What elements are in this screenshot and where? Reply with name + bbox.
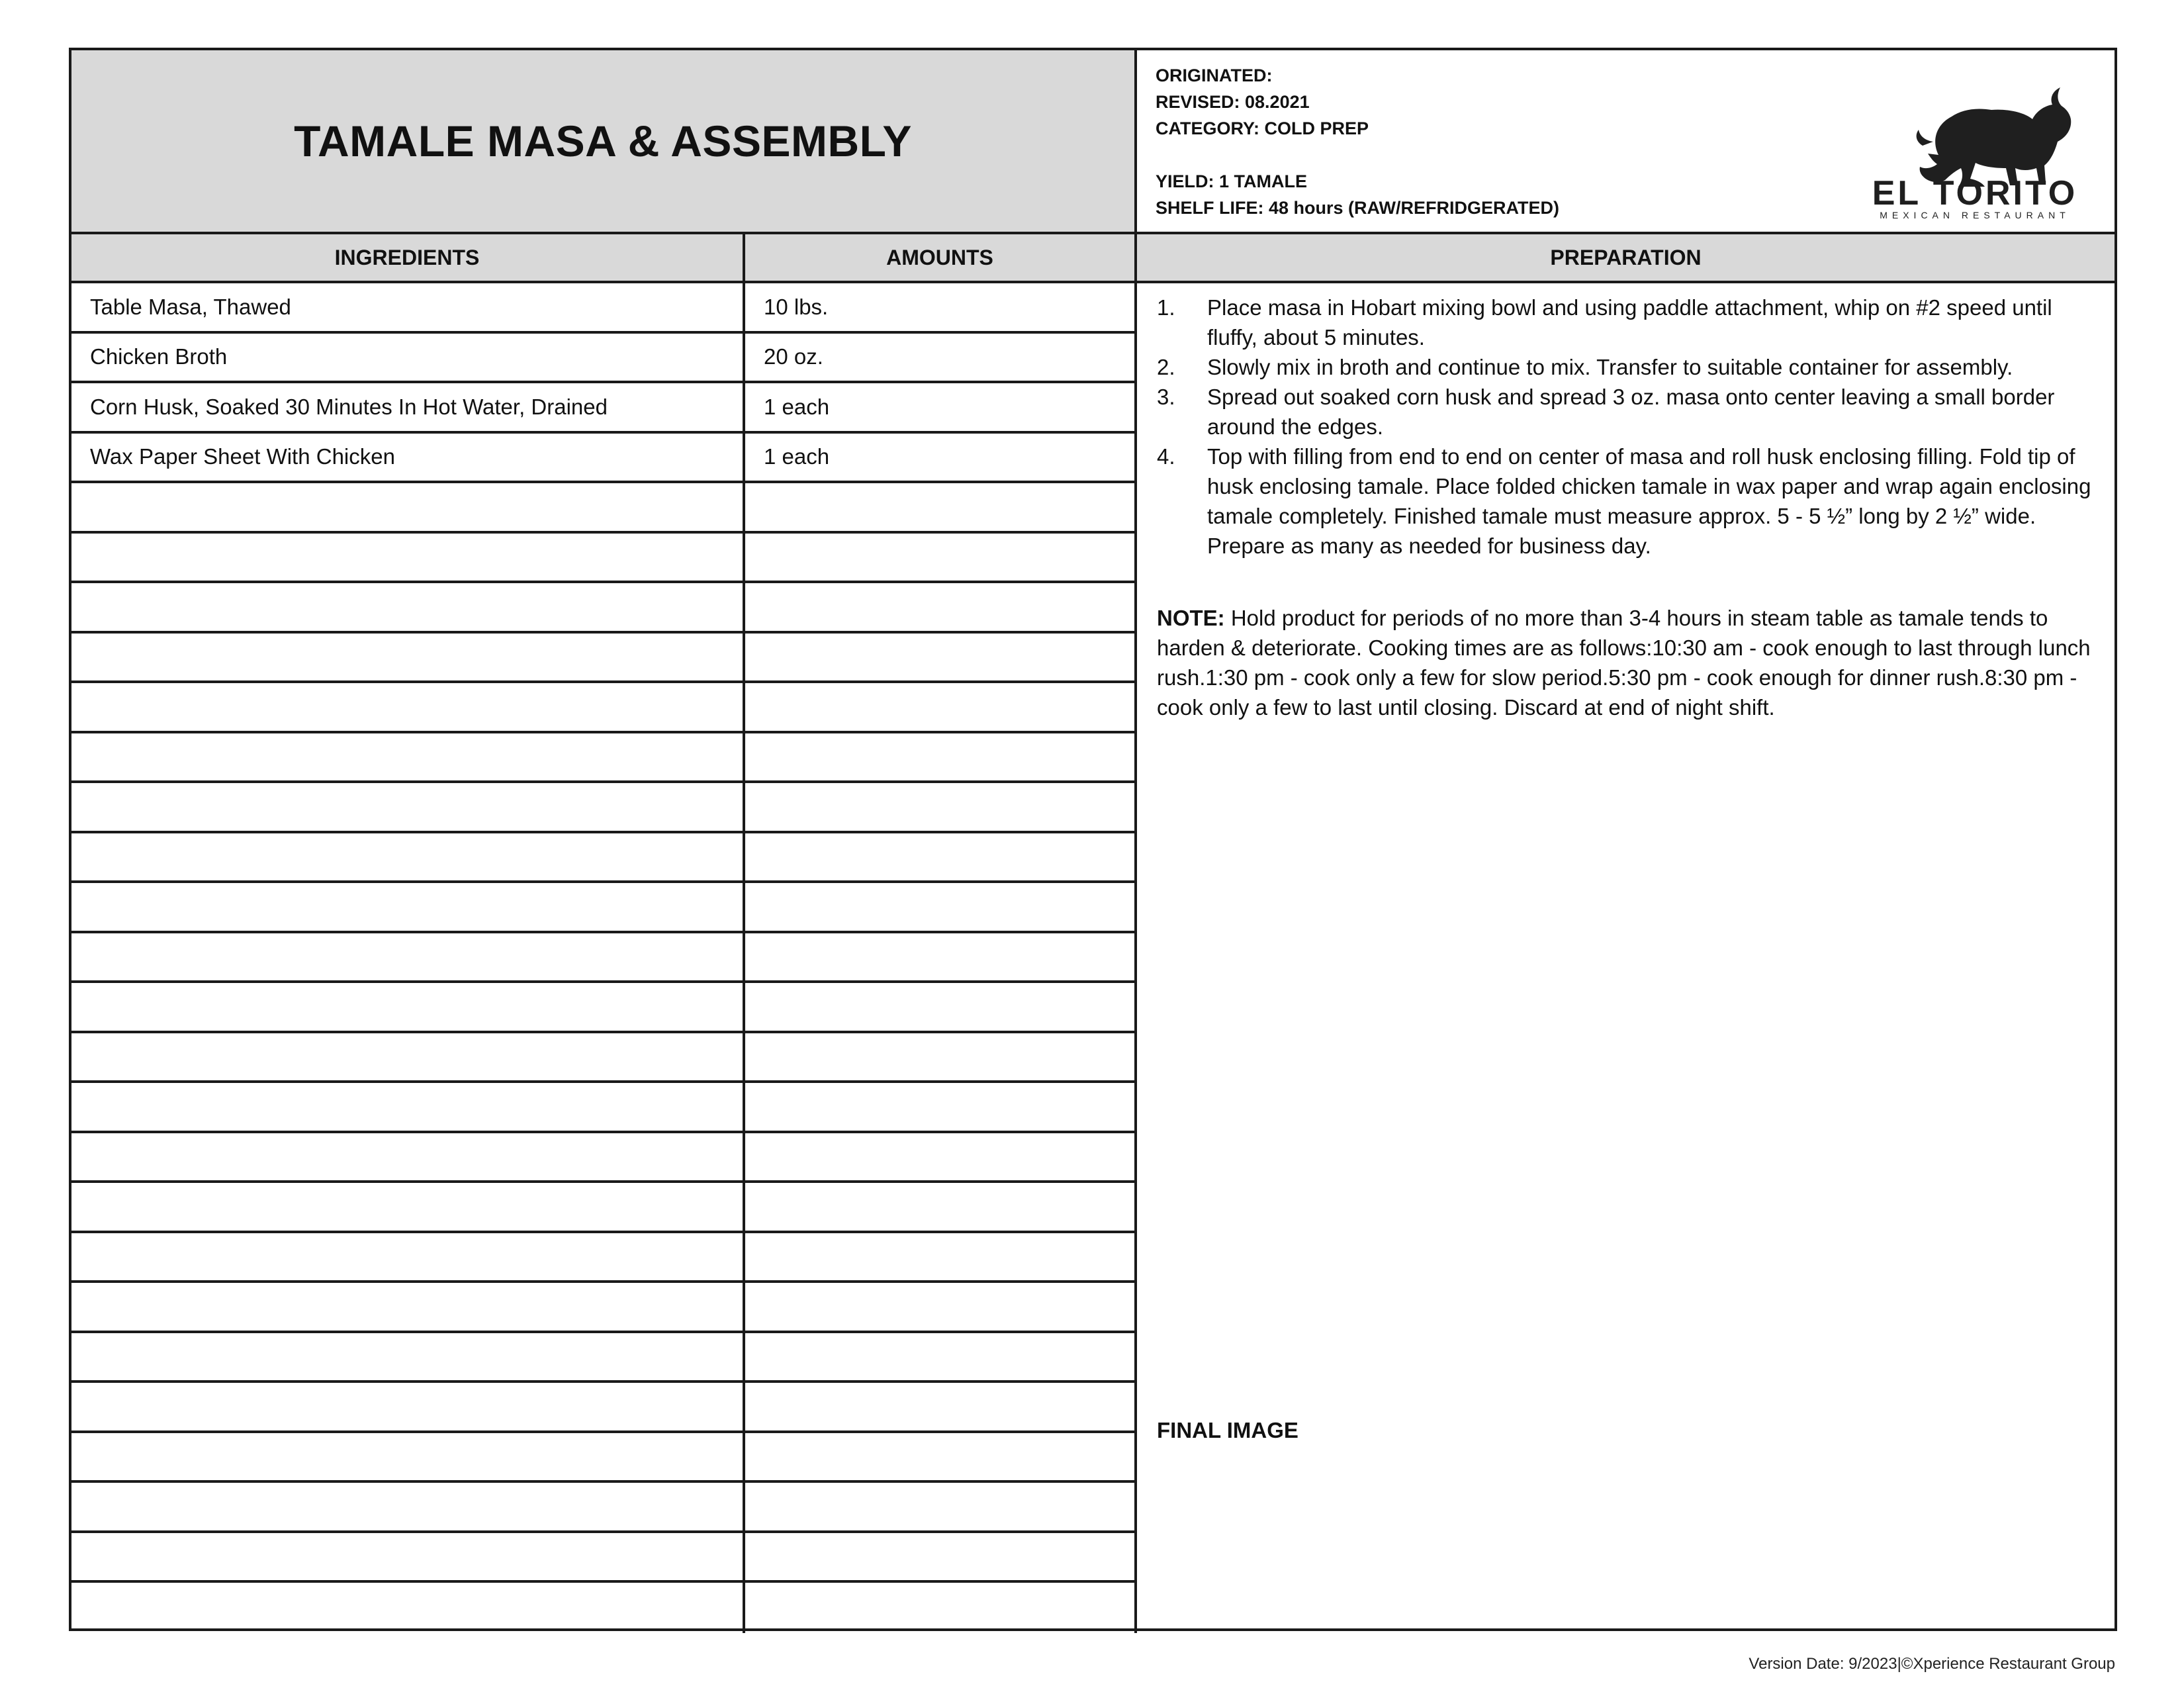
step-text: Slowly mix in broth and continue to mix. Transfer to suitable container for assembly.: [1207, 355, 2013, 379]
amount-cell: [745, 534, 1137, 581]
amount-cell: [745, 1133, 1137, 1181]
amount-cell: [745, 583, 1137, 631]
originated-label: ORIGINATED:: [1156, 66, 1273, 85]
amount-cell: [745, 783, 1137, 831]
ingredient-cell: Wax Paper Sheet With Chicken: [71, 434, 745, 481]
table-row: [71, 1233, 1137, 1284]
amount-cell: [745, 733, 1137, 781]
ingredient-cell: [71, 783, 745, 831]
ingredient-cell: Table Masa, Thawed: [71, 283, 745, 331]
table-row: [71, 833, 1137, 884]
final-image-label: FINAL IMAGE: [1157, 1418, 1298, 1442]
amount-cell: 1 each: [745, 383, 1137, 431]
table-row: [71, 1383, 1137, 1433]
amount-cell: [745, 1033, 1137, 1081]
amount-cell: [745, 633, 1137, 681]
amount-cell: 1 each: [745, 434, 1137, 481]
shelf-life-label: SHELF LIFE: 48 hours (RAW/REFRIDGERATED): [1156, 198, 1560, 218]
brand-logo: [1859, 69, 2091, 221]
ingredient-cell: [71, 1333, 745, 1381]
table-row: [71, 334, 1137, 384]
amount-cell: [745, 933, 1137, 981]
ingredient-cell: [71, 683, 745, 731]
meta-cell: [1137, 50, 2115, 232]
list-item: [1157, 442, 2097, 561]
step-number: 2.: [1157, 355, 1175, 379]
amount-cell: [745, 683, 1137, 731]
ingredient-cell: [71, 1083, 745, 1131]
ingredient-cell: [71, 633, 745, 681]
amount-cell: [745, 1233, 1137, 1281]
ingredient-cell: [71, 1033, 745, 1081]
amount-cell: [745, 1283, 1137, 1331]
revised-label: REVISED: 08.2021: [1156, 92, 1310, 112]
table-row: [71, 1333, 1137, 1383]
table-row: [71, 1183, 1137, 1233]
note-paragraph: [1157, 603, 2097, 722]
step-text: Top with filling from end to end on center of masa and roll husk enclosing filling. Fold tip of husk enclosing tamale. Place folded chicken tamale in wax paper and wrap again enclosing tamale completely. Finished tamale must measure approx. 5 - 5 ½” long by 2 ½” wide. Prepare as many as needed for business day.: [1207, 444, 2091, 558]
ingredient-cell: [71, 483, 745, 531]
ingredient-cell: [71, 1183, 745, 1231]
ingredient-cell: Corn Husk, Soaked 30 Minutes In Hot Water, Drained: [71, 383, 745, 431]
table-row: [71, 633, 1137, 684]
recipe-meta: [1156, 62, 1559, 221]
amount-cell: [745, 1333, 1137, 1381]
ingredients-table: [71, 283, 1137, 1633]
ingredient-cell: [71, 583, 745, 631]
amount-cell: [745, 1383, 1137, 1430]
category-label: CATEGORY: COLD PREP: [1156, 118, 1369, 138]
amount-cell: 20 oz.: [745, 334, 1137, 381]
bull-icon: [1859, 69, 2091, 221]
ingredient-cell: [71, 1583, 745, 1633]
preparation-header: PREPARATION: [1137, 234, 2115, 283]
amount-cell: [745, 1083, 1137, 1131]
ingredient-cell: [71, 1483, 745, 1530]
table-row: [71, 1283, 1137, 1333]
table-row: [71, 983, 1137, 1033]
ingredient-cell: Chicken Broth: [71, 334, 745, 381]
brand-name: EL TORITO: [1872, 174, 2078, 212]
ingredient-cell: [71, 534, 745, 581]
amount-cell: [745, 483, 1137, 531]
brand-tagline: MEXICAN RESTAURANT: [1880, 210, 2070, 220]
preparation-section: [1157, 293, 2097, 722]
ingredient-cell: [71, 1283, 745, 1331]
table-row: [71, 1483, 1137, 1533]
table-row: [71, 883, 1137, 933]
note-text: Hold product for periods of no more than 3-4 hours in steam table as tamale tends to harden & deteriorate. Cooking times are as follows:10:30 am - cook enough to last through lunch rush.1:30 pm - cook only a few for slow period.5:30 pm - cook enough for dinner rush.8:30 pm - cook only a few to last until closing. Discard at end of night shift.: [1157, 606, 2091, 720]
list-item: [1157, 352, 2097, 382]
ingredient-cell: [71, 1533, 745, 1581]
table-row: [71, 483, 1137, 534]
step-text: Spread out soaked corn husk and spread 3 oz. masa onto center leaving a small border around the edges.: [1207, 385, 2055, 439]
table-row: [71, 1133, 1137, 1184]
amount-cell: [745, 983, 1137, 1031]
ingredient-cell: [71, 983, 745, 1031]
header: [71, 50, 2115, 234]
amounts-header: AMOUNTS: [745, 234, 1137, 283]
amount-cell: [745, 1433, 1137, 1481]
amount-cell: [745, 833, 1137, 881]
ingredient-cell: [71, 833, 745, 881]
footer-version: Version Date: 9/2023|©Xperience Restaurant Group: [1749, 1655, 2115, 1673]
table-row: [71, 783, 1137, 833]
table-row: [71, 1033, 1137, 1084]
title-cell: [71, 50, 1137, 232]
table-row: [71, 1533, 1137, 1583]
table-row: [71, 1583, 1137, 1633]
list-item: [1157, 382, 2097, 442]
table-row: [71, 733, 1137, 784]
ingredient-cell: [71, 1233, 745, 1281]
table-row: [71, 383, 1137, 434]
ingredient-cell: [71, 1383, 745, 1430]
step-number: 1.: [1157, 295, 1175, 320]
table-row: [71, 434, 1137, 484]
list-item: [1157, 293, 2097, 352]
ingredient-cell: [71, 733, 745, 781]
table-row: [71, 583, 1137, 633]
amount-cell: [745, 1183, 1137, 1231]
ingredient-cell: [71, 1433, 745, 1481]
step-number: 4.: [1157, 444, 1175, 469]
steps-list: [1157, 293, 2097, 561]
step-text: Place masa in Hobart mixing bowl and using paddle attachment, whip on #2 speed until fluffy, about 5 minutes.: [1207, 295, 2052, 350]
table-row: [71, 933, 1137, 984]
table-row: [71, 1433, 1137, 1483]
yield-label: YIELD: 1 TAMALE: [1156, 171, 1307, 191]
ingredient-cell: [71, 933, 745, 981]
ingredient-cell: [71, 1133, 745, 1181]
amount-cell: [745, 1533, 1137, 1581]
amount-cell: [745, 1583, 1137, 1633]
note-label: NOTE:: [1157, 606, 1225, 630]
page-title: TAMALE MASA & ASSEMBLY: [294, 117, 912, 165]
ingredients-header: INGREDIENTS: [71, 234, 745, 283]
table-row: [71, 683, 1137, 733]
table-row: [71, 534, 1137, 584]
step-number: 3.: [1157, 385, 1175, 409]
amount-cell: [745, 883, 1137, 931]
amount-cell: [745, 1483, 1137, 1530]
table-row: [71, 283, 1137, 334]
table-row: [71, 1083, 1137, 1133]
ingredient-cell: [71, 883, 745, 931]
amount-cell: 10 lbs.: [745, 283, 1137, 331]
recipe-card: [69, 48, 2117, 1631]
